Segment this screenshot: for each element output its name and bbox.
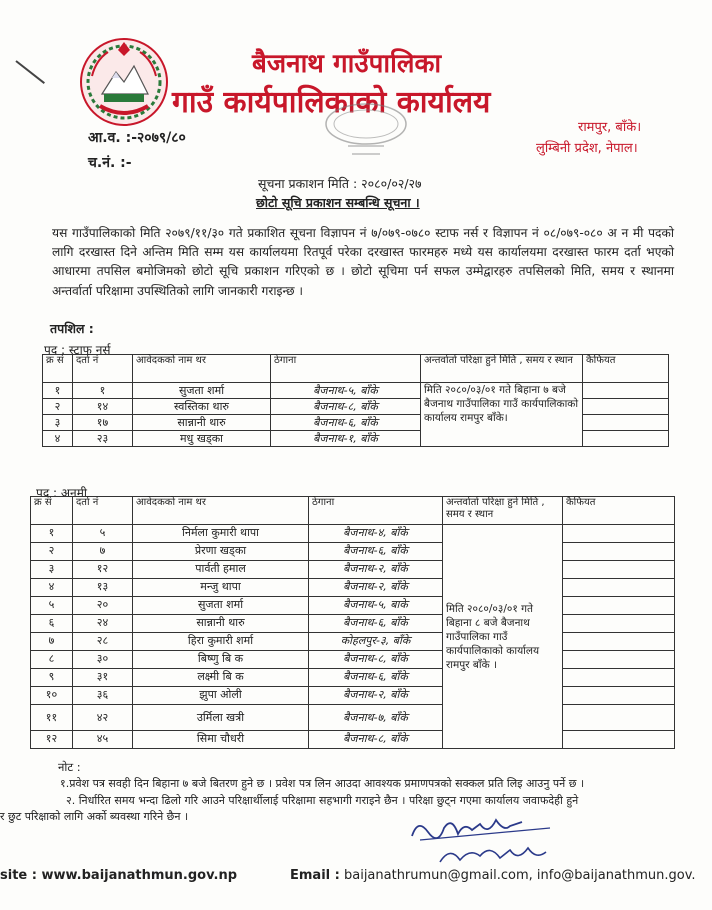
note-line-1: १.प्रवेश पत्र सवही दिन बिहाना ७ बजे बितरण हुने छ । प्रवेश पत्र लिन आउदा आवश्यक प्रमाणपत्रको सक्कल प्रति लिइ आउनु पर्ने छ । <box>60 777 585 790</box>
cell-remarks <box>563 579 675 597</box>
cell-reg-no: १ <box>73 383 133 399</box>
cell-remarks <box>563 615 675 633</box>
cell-address: बैजनाथ-८, बाँके <box>309 731 443 749</box>
cell-sn: ९ <box>31 669 73 687</box>
cell-reg-no: १२ <box>73 561 133 579</box>
cell-remarks <box>583 415 669 431</box>
table-row <box>31 579 675 597</box>
notice-subject: छोटो सूचि प्रकाशन सम्बन्धि सूचना । <box>256 195 420 210</box>
cell-name: मन्जु थापा <box>133 579 309 597</box>
table-row <box>31 543 675 561</box>
details-heading: तपशिल : <box>50 321 94 336</box>
cell-remarks <box>563 651 675 669</box>
table-row <box>31 651 675 669</box>
table-row <box>31 615 675 633</box>
cell-sn: २ <box>43 399 73 415</box>
address-line-1: रामपुर, बाँके। <box>578 120 642 135</box>
cell-remarks <box>583 431 669 447</box>
cell-name: प्रेरणा खड्का <box>133 543 309 561</box>
header-sn: क्र सं <box>43 355 73 383</box>
scan-mark <box>15 60 45 84</box>
cell-interview-schedule: मिति २०८०/०३/०१ गते बिहाना ८ बजे बैजनाथ गाउँपालिका गाउँ कार्यपालिकाको कार्यालय रामपुर बाँके । <box>443 525 563 749</box>
cell-name: सान्नानी थारु <box>133 615 309 633</box>
signature-icon <box>400 806 580 872</box>
cell-name: लक्ष्मी बि क <box>133 669 309 687</box>
cell-name: निर्मला कुमारी थापा <box>133 525 309 543</box>
cell-remarks <box>563 525 675 543</box>
cell-sn: ५ <box>31 597 73 615</box>
notice-publish-date: सूचना प्रकाशन मिति : २०८०/०२/२७ <box>258 176 422 191</box>
cell-address: बैजनाथ-६, बाँके <box>271 415 421 431</box>
table-row <box>31 687 675 705</box>
cell-address: कोहलपुर-३, बाँके <box>309 633 443 651</box>
cell-address: बैजनाथ-४, बाँके <box>309 525 443 543</box>
cell-sn: ११ <box>31 705 73 731</box>
cell-sn: ३ <box>43 415 73 431</box>
cell-sn: ४ <box>31 579 73 597</box>
cell-interview-schedule: मिति २०८०/०३/०१ गते बिहाना ७ बजे बैजनाथ गाउँपालिका गाउँ कार्यपालिकाको कार्यालय रामपुर बाँके। <box>421 383 583 447</box>
table-row <box>31 633 675 651</box>
cell-reg-no: २४ <box>73 615 133 633</box>
cell-reg-no: २३ <box>73 431 133 447</box>
cell-name: पार्वती हमाल <box>133 561 309 579</box>
cell-address: बैजनाथ-६, बाँके <box>309 543 443 561</box>
cell-sn: ७ <box>31 633 73 651</box>
shortlist-table-staff-nurse <box>42 354 669 447</box>
note-line-2: २. निर्धारित समय भन्दा ढिलो गरि आउने परिक्षार्थीलाई परिक्षामा सहभागी गराइने छैन । परिक्षा छुट्न गएमा कार्यालय जवाफदेही हुने <box>66 794 579 807</box>
nepal-emblem-icon <box>78 36 170 128</box>
table-row <box>31 705 675 731</box>
header-remarks: कैफियत <box>583 355 669 383</box>
cell-sn: १ <box>43 383 73 399</box>
cell-reg-no: ४५ <box>73 731 133 749</box>
cell-name: स्वस्तिका थारु <box>133 399 271 415</box>
header-applicant-name: आवेदकको नाम थर <box>133 497 309 525</box>
cell-address: बैजनाथ-६, बाँके <box>309 615 443 633</box>
table-row <box>31 525 675 543</box>
notes-heading: नोट : <box>58 760 81 774</box>
cell-sn: ४ <box>43 431 73 447</box>
cell-remarks <box>583 383 669 399</box>
cell-reg-no: १४ <box>73 399 133 415</box>
cell-remarks <box>563 597 675 615</box>
header-address: ठेगाना <box>309 497 443 525</box>
post-label-anm: पद : अनमी <box>36 486 87 500</box>
cell-address: बैजनाथ-२, बाँके <box>309 687 443 705</box>
cell-name: सुजता शर्मा <box>133 597 309 615</box>
cell-sn: १ <box>31 525 73 543</box>
cell-reg-no: २८ <box>73 633 133 651</box>
address-line-2: लुम्बिनी प्रदेश, नेपाल। <box>536 141 638 156</box>
cell-address: बैजनाथ-५, बाके <box>309 597 443 615</box>
header-sn: क्र सं <box>31 497 73 525</box>
header-remarks: कैफियत <box>563 497 675 525</box>
footer-website: site : www.baijanathmun.gov.np <box>0 868 238 883</box>
cell-sn: ८ <box>31 651 73 669</box>
table-row <box>31 597 675 615</box>
header-interview: अन्तर्वार्ता परिक्षा हुने मिति , समय र स्थान <box>443 497 563 525</box>
cell-sn: २ <box>31 543 73 561</box>
cell-sn: १० <box>31 687 73 705</box>
cell-address: बैजनाथ-५, बाँके <box>271 383 421 399</box>
table-header-row <box>43 355 669 383</box>
fiscal-year: आ.व. :-२०७९/८० <box>88 130 186 146</box>
table-row <box>43 383 669 399</box>
cell-reg-no: ३१ <box>73 669 133 687</box>
cell-remarks <box>563 543 675 561</box>
table-row <box>31 669 675 687</box>
cell-name: हिरा कुमारी शर्मा <box>133 633 309 651</box>
header-applicant-name: आवेदकको नाम थर <box>133 355 271 383</box>
footer-email <box>290 868 696 883</box>
cell-reg-no: ७ <box>73 543 133 561</box>
cell-reg-no: १७ <box>73 415 133 431</box>
cell-address: बैजनाथ-८, बाँके <box>271 399 421 415</box>
cell-reg-no: ३६ <box>73 687 133 705</box>
cell-remarks <box>563 705 675 731</box>
cell-remarks <box>563 561 675 579</box>
table-header-row <box>31 497 675 525</box>
cell-remarks <box>563 669 675 687</box>
email-label: Email : <box>290 868 340 883</box>
note-line-3: र छुट परिक्षाको लागि अर्को ब्यवस्था गरिने छैन । <box>0 810 189 823</box>
office-stamp-icon <box>318 102 414 160</box>
cell-address: बैजनाथ-२, बाँके <box>309 561 443 579</box>
header-address: ठेगाना <box>271 355 421 383</box>
cell-reg-no: २० <box>73 597 133 615</box>
cell-address: बैजनाथ-२, बाँके <box>309 579 443 597</box>
cell-name: सिमा चौधरी <box>133 731 309 749</box>
table-row <box>31 731 675 749</box>
notice-body: यस गाउँपालिकाको मिति २०७९/११/३० गते प्रकाशित सूचना विज्ञापन नं ७/०७९-०७८० स्टाफ नर्स र विज्ञापन नं ०८/०७९-०८० अ न मी पदको लागि दरखास्त दिने अन्तिम मिति सम्म यस कार्यालयमा रितपूर्व परेका दरखास्त फारमहरु मध्ये यस कार्यालयमा दरखास्त फारम दर्ता भएको आधारमा तपसिल बमोजिमको छोटो सूचि प्रकाशन गरिएको छ । छोटो सूचिमा पर्न सफल उम्मेद्वारहरु तपसिलको मिति, समय र स्थानमा अन्तर्वार्ता परिक्षामा उपस्थितिको लागि जानकारी गराइन्छ । <box>52 226 674 298</box>
cell-remarks <box>563 687 675 705</box>
cell-remarks <box>563 633 675 651</box>
table-row <box>31 561 675 579</box>
cell-sn: १२ <box>31 731 73 749</box>
cell-reg-no: ३० <box>73 651 133 669</box>
header-reg-no: दर्ता नं <box>73 355 133 383</box>
post-label-staff-nurse: पद : स्टाफ नर्स <box>44 343 111 357</box>
cell-name: मधु खड्का <box>133 431 271 447</box>
cell-sn: ६ <box>31 615 73 633</box>
shortlist-table-anm <box>30 496 675 749</box>
cell-name: उर्मिला खत्री <box>133 705 309 731</box>
office-title: गाउँ कार्यपालिकाको कार्यालय <box>172 85 491 120</box>
cell-name: बिष्णु बि क <box>133 651 309 669</box>
cell-address: बैजनाथ-७, बाँके <box>309 705 443 731</box>
cell-sn: ३ <box>31 561 73 579</box>
cell-reg-no: ४२ <box>73 705 133 731</box>
cell-remarks <box>583 399 669 415</box>
cell-address: बैजनाथ-८, बाँके <box>309 651 443 669</box>
header-interview: अन्तर्वार्ता परिक्षा हुने मिति , समय र स्थान <box>421 355 583 383</box>
reference-number: च.नं. :- <box>88 155 132 171</box>
municipality-title: बैजनाथ गाउँपालिका <box>252 49 442 79</box>
header-reg-no: दर्ता नं <box>73 497 133 525</box>
email-value: baijanathrumun@gmail.com, info@baijanathmun.gov. <box>343 868 696 883</box>
cell-address: बैजनाथ-१, बाँके <box>271 431 421 447</box>
cell-reg-no: १३ <box>73 579 133 597</box>
cell-name: सुजता शर्मा <box>133 383 271 399</box>
cell-address: बैजनाथ-६, बाँके <box>309 669 443 687</box>
cell-name: सान्नानी थारु <box>133 415 271 431</box>
cell-reg-no: ५ <box>73 525 133 543</box>
cell-remarks <box>563 731 675 749</box>
cell-name: झुपा ओली <box>133 687 309 705</box>
